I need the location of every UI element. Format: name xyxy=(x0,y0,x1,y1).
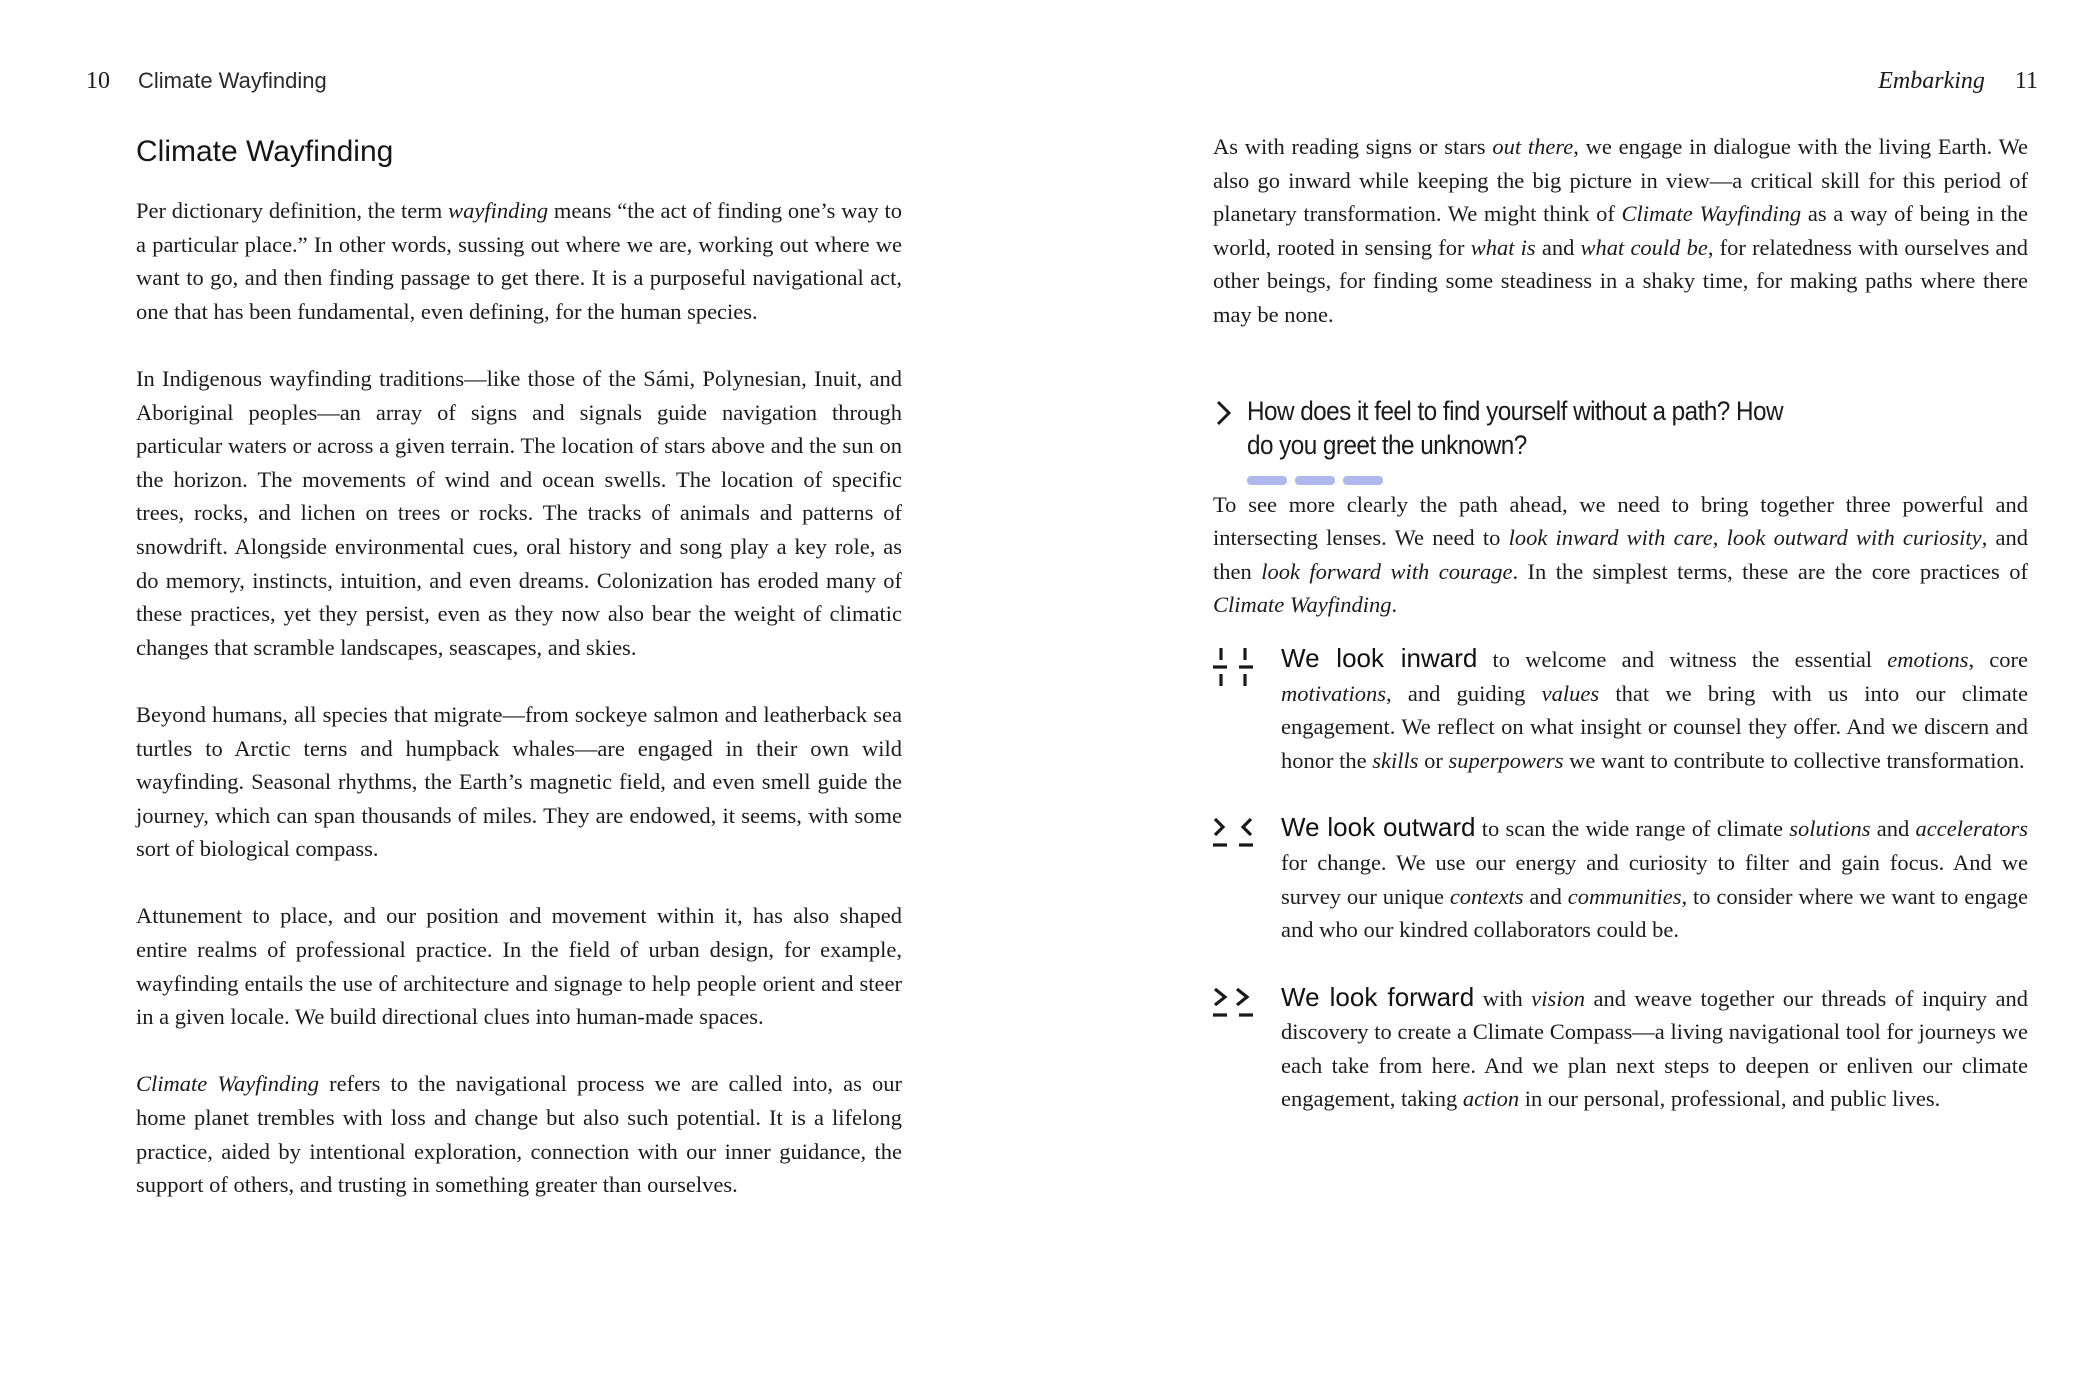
paragraph-three-lenses xyxy=(1213,488,2028,622)
text-run: to scan the wide range of climate xyxy=(1475,816,1790,842)
lens-outward xyxy=(1213,811,2028,946)
right-running-head xyxy=(1878,66,2038,96)
italic-term: Climate Wayfinding xyxy=(136,1071,320,1097)
italic-term: Climate Wayfinding xyxy=(1213,592,1392,618)
italic-term: accelerators xyxy=(1915,816,2028,842)
reflection-question xyxy=(1213,394,2028,488)
italic-term: emotions xyxy=(1887,646,1969,672)
text-run: that we bring with us into our climate engagement. We reflect on what insight or counsel they offer. And we discern and honor the xyxy=(1281,680,2028,773)
lens-inward xyxy=(1213,642,2028,777)
text-run: in our personal, professional, and public lives. xyxy=(1519,1086,1941,1112)
lens-forward-text xyxy=(1281,981,2028,1116)
chevron-right-icon xyxy=(1215,400,1233,426)
divider-dash xyxy=(1247,476,1287,485)
text-run: or xyxy=(1418,747,1449,773)
italic-term: solutions xyxy=(1789,816,1871,842)
text-run: as a way of being in the world, rooted in sensing for xyxy=(1213,201,2029,260)
italic-term: look forward with courage xyxy=(1261,558,1513,584)
text-run: and xyxy=(1870,816,1916,842)
text-run: and xyxy=(1523,883,1568,909)
italic-term: communities xyxy=(1567,883,1682,909)
text-run: , core xyxy=(1968,646,2028,672)
section-title: Climate Wayfinding xyxy=(136,135,394,168)
look-forward-icon xyxy=(1213,985,1253,1031)
italic-term: look outward with curiosity xyxy=(1726,525,1982,551)
lens-inward-text xyxy=(1281,642,2028,777)
right-page xyxy=(1050,0,2100,1400)
text-run: for change. We use our energy and curiosity to filter and gain focus. And we survey our unique xyxy=(1281,849,2028,909)
text-run: with xyxy=(1474,985,1532,1011)
text-run: and xyxy=(1535,234,1581,260)
look-outward-icon xyxy=(1213,815,1253,861)
paragraph-attunement: Attunement to place, and our position and movement within it, has also shaped entire realms of professional practice. In the field of urban design, for example, wayfinding entails the use of architecture and signage to help people orient and steer in a given locale. We build directional clues into human-made spaces. xyxy=(136,903,902,1030)
right-text-column xyxy=(1213,130,2028,1116)
text-run: . In the simplest terms, these are the core practices of xyxy=(1512,558,2028,584)
lens-forward xyxy=(1213,981,2028,1116)
text-run: As with reading signs or stars xyxy=(1213,134,1493,159)
italic-term: what is xyxy=(1470,234,1536,260)
paragraph-species: Beyond humans, all species that migrate—from sockeye salmon and leatherback sea turtles to Arctic terns and humpback whales—are engaged in their own wild wayfinding. Seasonal rhythms, the Earth’s magnetic field, and even smell guide the journey, which can span thousands of miles. They are endowed, it seems, with some sort of biological compass. xyxy=(136,701,902,862)
lens-lead: We look inward xyxy=(1281,642,1478,673)
text-run: , we engage in dialogue with the living Earth. We also go inward while keeping the big picture in view—a critical skill for this period of planetary transformation. We might think of xyxy=(1213,134,2029,227)
italic-term: superpowers xyxy=(1448,747,1564,773)
italic-term: skills xyxy=(1372,747,1419,773)
look-inward-icon xyxy=(1213,646,1253,692)
paragraph-definition xyxy=(136,194,902,328)
text-run: . xyxy=(1391,592,1398,618)
right-page-number: 11 xyxy=(2014,68,2038,94)
question-divider xyxy=(1247,476,2028,488)
italic-term: wayfinding xyxy=(448,198,549,223)
text-run: , and guiding xyxy=(1386,680,1542,706)
italic-term: action xyxy=(1462,1086,1520,1112)
italic-term: vision xyxy=(1531,985,1585,1011)
lens-lead: We look outward xyxy=(1281,812,1476,843)
divider-dash xyxy=(1343,476,1383,485)
question-text: How does it feel to find yourself without a path? How do you greet the unknown? xyxy=(1247,395,1783,460)
text-run: Per dictionary definition, the term xyxy=(136,198,449,223)
text-run: To see more clearly the path ahead, we need to bring together three powerful and intersecting lenses. We need to xyxy=(1213,491,2028,551)
italic-term: values xyxy=(1541,680,1600,706)
right-running-head-title: Embarking xyxy=(1878,68,1985,94)
text-run: , for relatedness with ourselves and other beings, for finding some steadiness in a shaky time, for making paths where there may be none. xyxy=(1213,234,2029,327)
text-run: we want to contribute to collective transformation. xyxy=(1563,747,2025,773)
divider-dash xyxy=(1295,476,1335,485)
left-running-head xyxy=(86,66,327,96)
left-running-head-title: Climate Wayfinding xyxy=(138,68,327,93)
text-run: refers to the navigational process we are called into, as our home planet trembles with loss and change but also such potential. It is a lifelong practice, aided by intentional exploration, connection with our inner guidance, the support of others, and trusting in something greater than ourselves. xyxy=(136,1071,902,1198)
paragraph-dialogue xyxy=(1213,130,2028,332)
paragraph-indigenous: In Indigenous wayfinding traditions—like those of the Sámi, Polynesian, Inuit, and Aboriginal peoples—an array of signs and signals guide navigation through particular waters or across a given terrain. The location of stars above and the sun on the horizon. The movements of wind and ocean swells. The location of specific trees, rocks, and lichen on trees or rocks. The tracks of animals and patterns of snowdrift. Alongside environmental cues, oral history and song play a key role, as do memory, instincts, intuition, and even dreams. Colonization has eroded many of these practices, yet they persist, even as they now also bear the weight of climatic changes that scramble landscapes, seascapes, and skies. xyxy=(136,365,902,660)
italic-term: contexts xyxy=(1449,883,1524,909)
italic-term: Climate Wayfinding xyxy=(1621,201,1802,227)
italic-term: motivations xyxy=(1281,680,1386,706)
lens-outward-text xyxy=(1281,811,2028,946)
italic-term: out there xyxy=(1492,134,1574,159)
lens-lead: We look forward xyxy=(1281,981,1475,1012)
text-run: and weave together our threads of inquiry and discovery to create a Climate Compass—a living navigational tool for journeys we each take from here. And we plan next steps to deepen or enliven our climate engagement, taking xyxy=(1281,985,2028,1112)
text-run: means “the act of finding one’s way to a particular place.” In other words, sussing out where we are, working out where we want to go, and then finding passage to get there. It is a purposeful navigational act, one that has been fundamental, even defining, for the human species. xyxy=(136,198,902,324)
text-run: to welcome and witness the essential xyxy=(1477,646,1888,672)
text-run: , to consider where we want to engage and who our kindred collaborators could be. xyxy=(1281,883,2029,943)
paragraph-climate-wayfinding xyxy=(136,1067,902,1201)
italic-term: what could be xyxy=(1580,234,1708,260)
left-text-column xyxy=(136,132,902,1202)
left-page-number: 10 xyxy=(86,68,110,94)
text-run: , xyxy=(1712,525,1727,551)
text-run: , and then xyxy=(1213,525,2029,584)
italic-term: look inward with care xyxy=(1508,525,1713,551)
